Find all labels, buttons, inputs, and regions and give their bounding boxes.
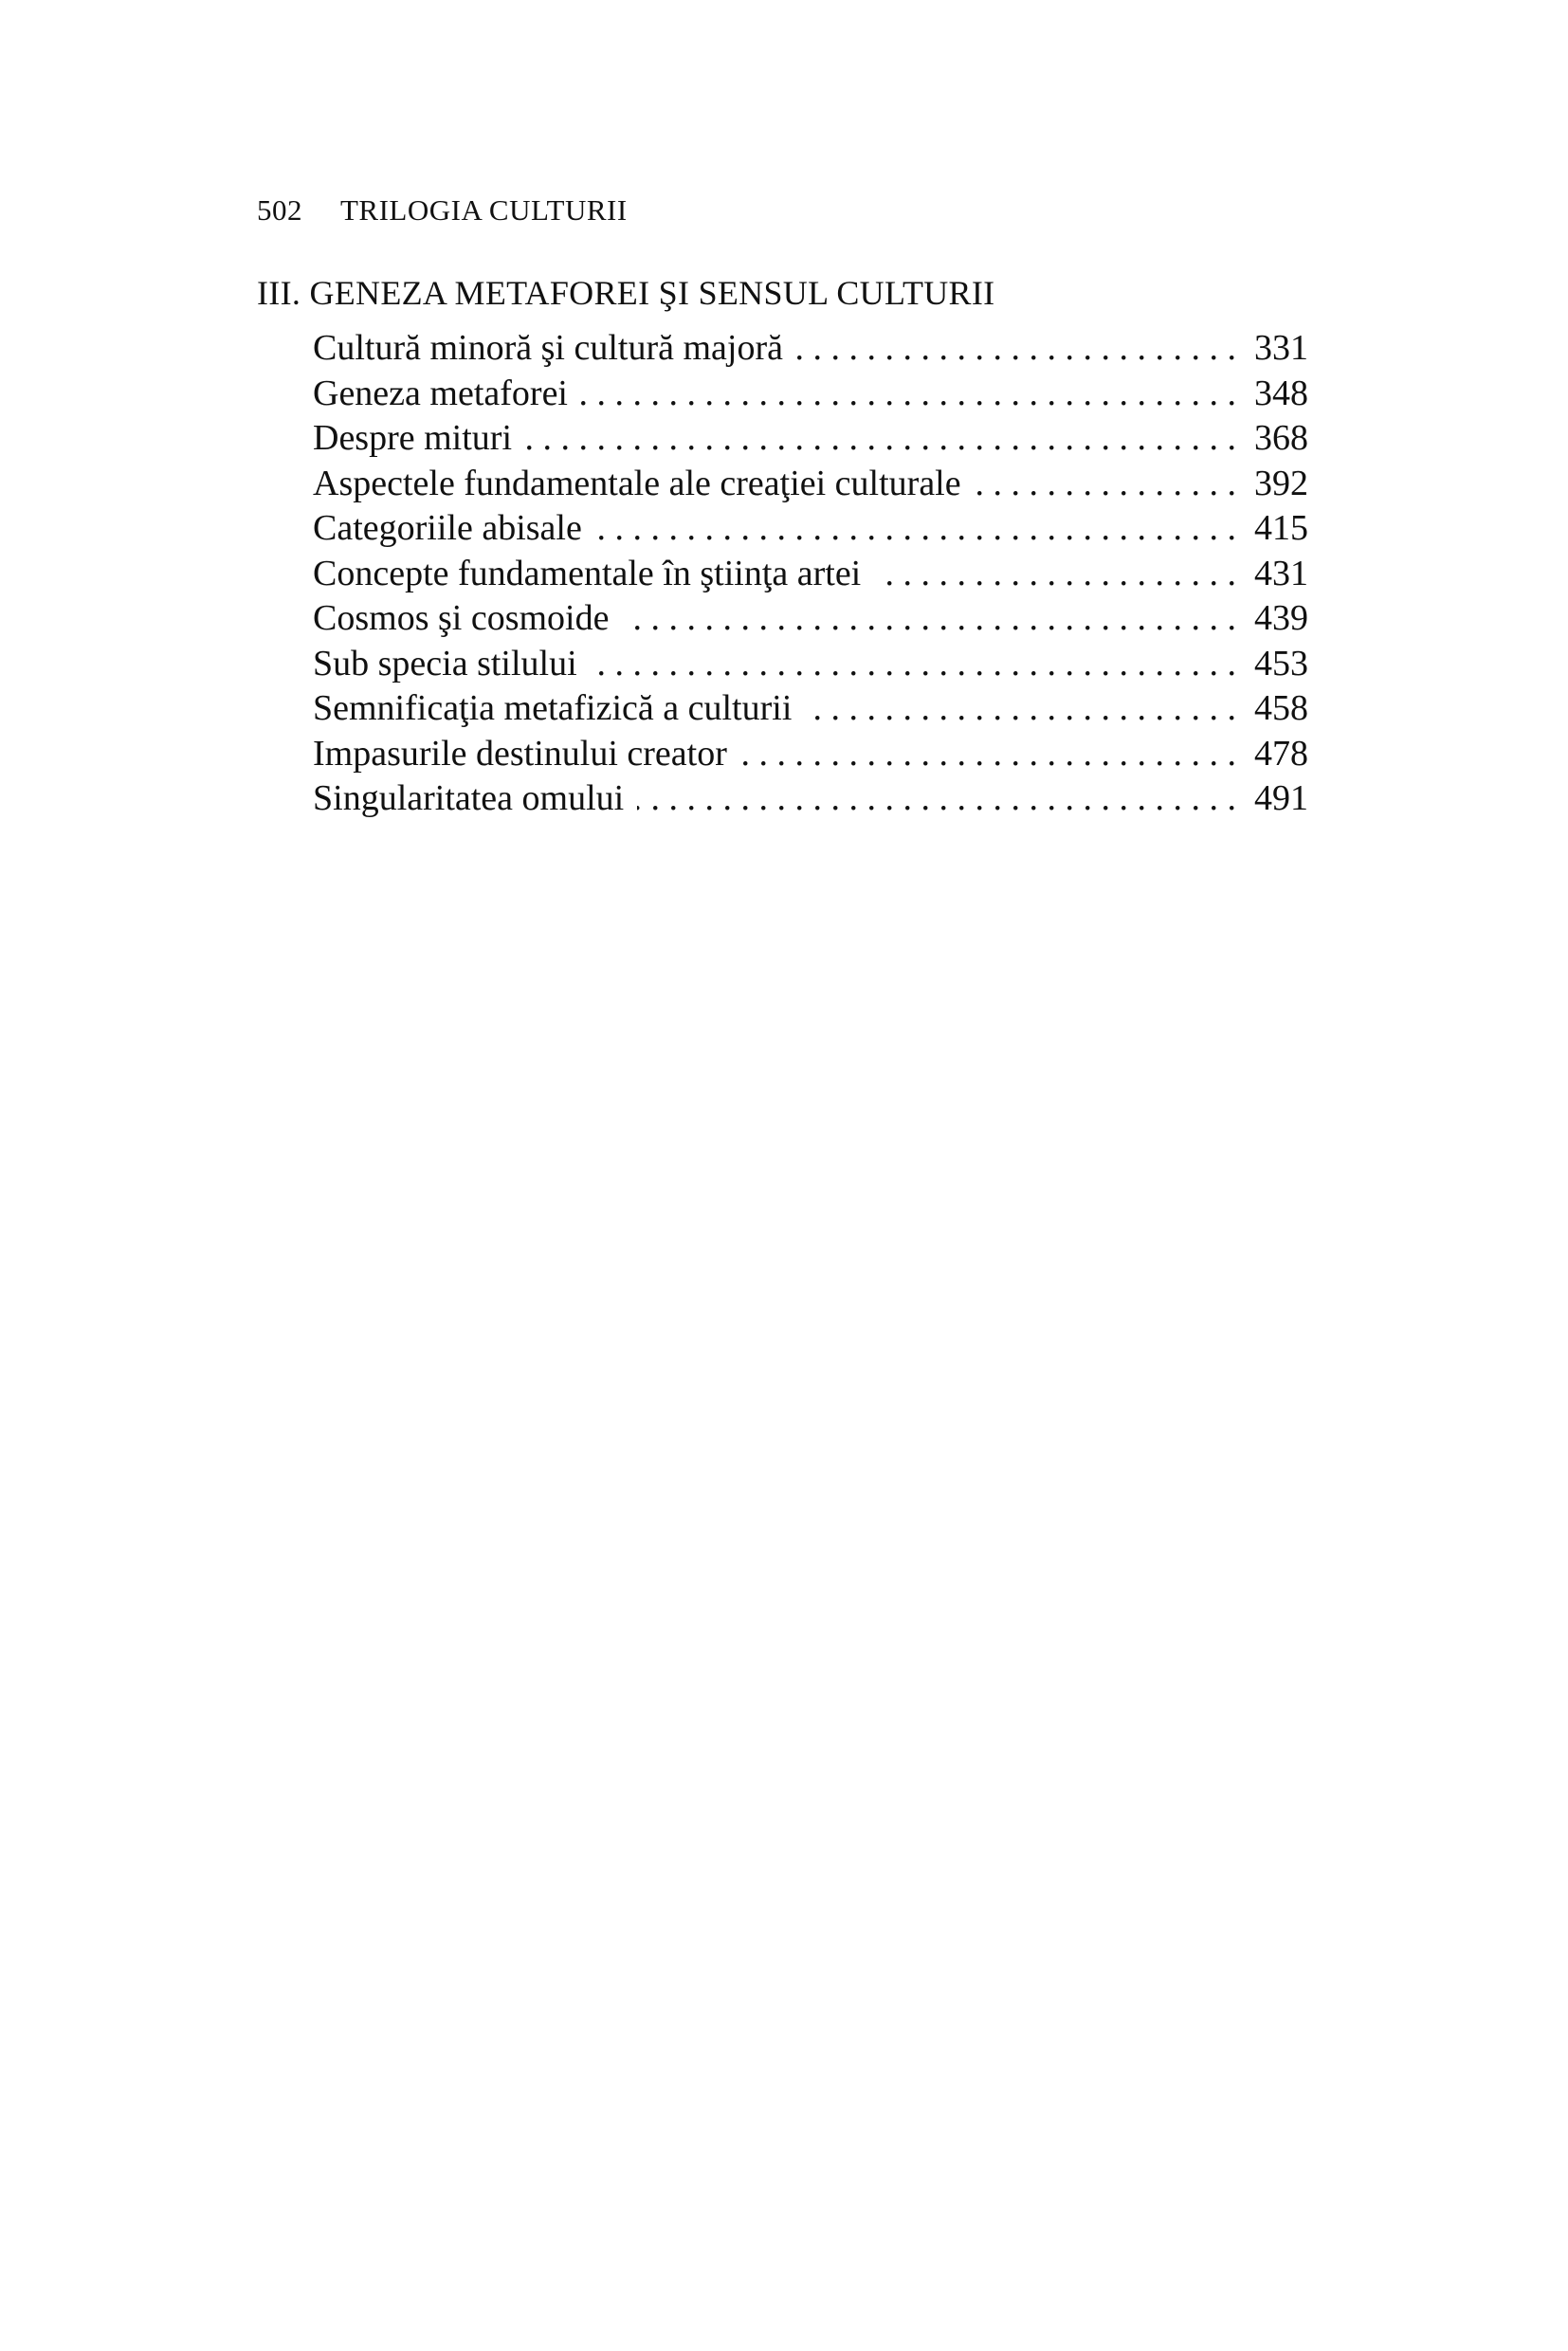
toc-entry-page: 439 <box>1254 598 1308 638</box>
dot-leader <box>591 642 1236 687</box>
running-header <box>257 193 628 228</box>
page-number: 502 <box>257 193 302 227</box>
toc-entry-page: 478 <box>1254 733 1308 774</box>
toc-entry-title: Geneza metaforei <box>313 373 568 413</box>
toc-entry <box>313 552 1308 597</box>
toc-entry <box>313 326 1308 372</box>
dot-leader <box>805 686 1236 732</box>
toc-entry <box>313 642 1308 687</box>
dot-leader <box>874 552 1236 597</box>
dot-leader <box>637 776 1236 822</box>
toc-entry <box>313 596 1308 642</box>
dot-leader <box>595 506 1236 552</box>
toc-entry-page: 431 <box>1254 553 1308 593</box>
toc-entry-title: Despre mituri <box>313 418 513 458</box>
toc-entry <box>313 686 1308 732</box>
toc-entry-title: Categoriile abisale <box>313 508 582 548</box>
toc-entry <box>313 372 1308 417</box>
toc-entry-page: 458 <box>1254 688 1308 728</box>
toc-entry <box>313 462 1308 507</box>
toc-entry-page: 392 <box>1254 463 1308 503</box>
toc-entry-page: 453 <box>1254 643 1308 683</box>
toc-entry-page: 331 <box>1254 328 1308 368</box>
toc-entry-title: Concepte fundamentale în ştiinţa artei <box>313 553 862 593</box>
dot-leader <box>622 596 1236 642</box>
toc-entry-title: Sub specia stilului <box>313 643 577 683</box>
dot-leader <box>975 462 1236 507</box>
toc-entry-page: 368 <box>1254 418 1308 458</box>
toc-entry-title: Cultură minoră şi cultură majoră <box>313 328 783 368</box>
dot-leader <box>525 416 1236 462</box>
toc-entry-title: Semnificaţia metafizică a culturii <box>313 688 793 728</box>
toc-entry-page: 348 <box>1254 373 1308 413</box>
toc-entry-title: Singularitatea omului <box>313 778 625 818</box>
toc-entry-title: Cosmos şi cosmoide <box>313 598 610 638</box>
toc-entry <box>313 776 1308 822</box>
toc-entry <box>313 506 1308 552</box>
dot-leader <box>796 326 1236 372</box>
toc-entry-page: 415 <box>1254 508 1308 548</box>
section-title: III. GENEZA METAFOREI ŞI SENSUL CULTURII <box>257 274 995 312</box>
dot-leader <box>740 732 1236 777</box>
toc-entry <box>313 732 1308 777</box>
toc-entry <box>313 416 1308 462</box>
dot-leader <box>581 372 1236 417</box>
table-of-contents <box>313 326 1308 822</box>
toc-entry-title: Impasurile destinului creator <box>313 733 727 774</box>
running-title: TRILOGIA CULTURII <box>340 193 628 227</box>
toc-entry-page: 491 <box>1254 778 1308 818</box>
toc-entry-title: Aspectele fundamentale ale creaţiei culturale <box>313 463 961 503</box>
